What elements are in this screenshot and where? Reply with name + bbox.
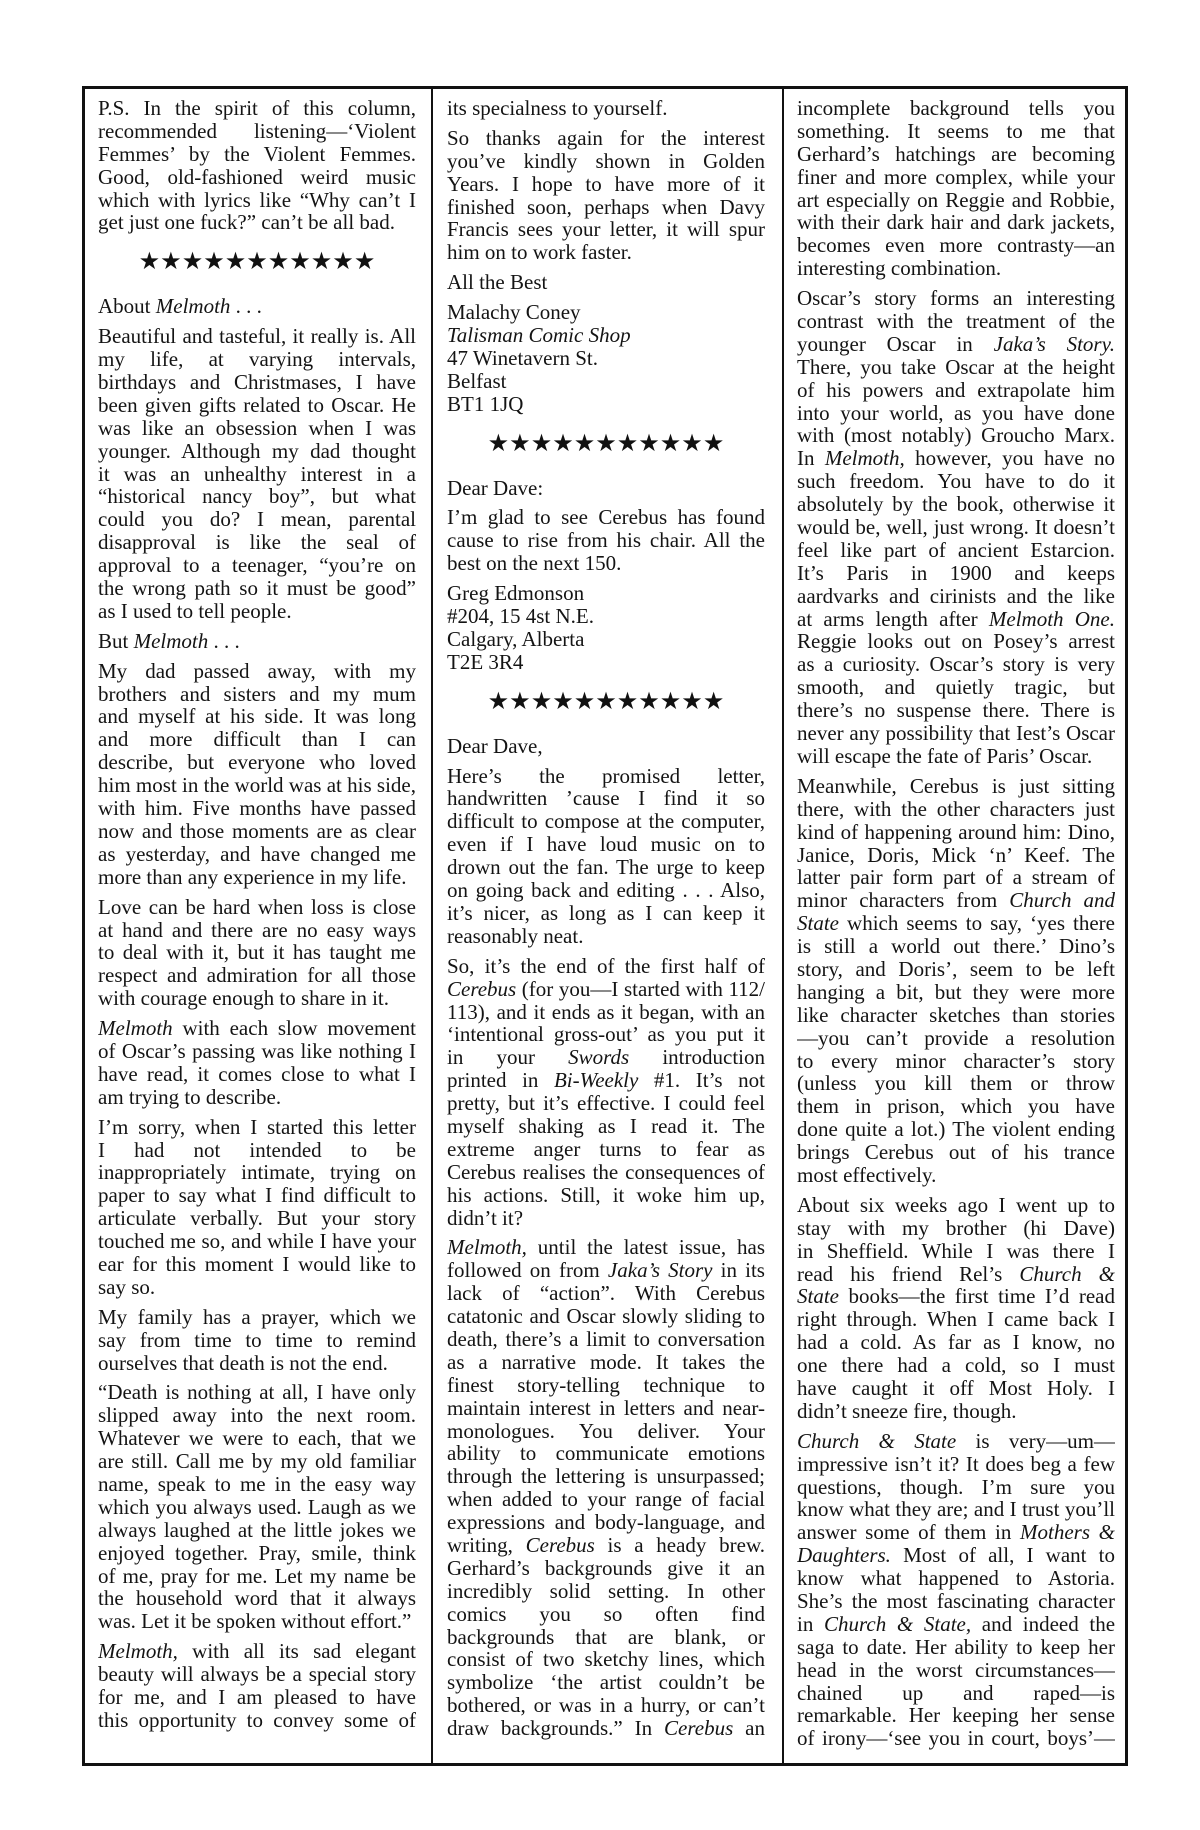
italic-title: Melmoth, bbox=[98, 1639, 178, 1664]
text-line: Love can be hard when loss is close bbox=[98, 894, 416, 919]
text-segment: (for you—I started with 112/ bbox=[516, 976, 765, 1001]
text-segment: in its bbox=[712, 1258, 765, 1283]
text-line: paper to say what I find difficult to bbox=[98, 1183, 416, 1208]
text-line: was. Let it be spoken without effort.” bbox=[98, 1609, 412, 1634]
text-line: maintain interest in letters and near- bbox=[447, 1395, 765, 1420]
text-line: absolutely by the book, otherwise it bbox=[797, 492, 1115, 517]
text-line: as yesterday, and have changed me bbox=[98, 841, 416, 866]
text-line: ability to communicate emotions bbox=[447, 1441, 765, 1466]
text-segment: an bbox=[733, 1716, 765, 1741]
text-line: incredibly solid setting. In other bbox=[447, 1578, 765, 1603]
text-line: touched me so, and while I have your bbox=[98, 1229, 416, 1254]
text-segment: answer some of them in bbox=[797, 1520, 1020, 1545]
text-line: “historical nancy boy”, but what bbox=[98, 484, 416, 509]
text-line: Malachy Coney bbox=[447, 300, 581, 325]
text-line: didn’t sneeze fire, though. bbox=[797, 1398, 1017, 1423]
text-line: inappropriately intimate, trying on bbox=[98, 1160, 416, 1185]
text-segment: draw backgrounds.” In bbox=[447, 1716, 665, 1741]
text-line: latter pair form part of a stream of bbox=[797, 865, 1115, 890]
text-line: it was an unhealthy interest in a bbox=[98, 461, 416, 486]
text-line: Beautiful and tasteful, it really is. All bbox=[98, 324, 416, 349]
text-line: didn’t it? bbox=[447, 1205, 524, 1230]
italic-title: Swords bbox=[568, 1045, 630, 1070]
text-line: So, it’s the end of the first half of bbox=[447, 953, 765, 978]
letter-signature-address bbox=[447, 582, 765, 674]
italic-title: Mothers & bbox=[1020, 1520, 1115, 1545]
text-line: I had not intended to be bbox=[98, 1137, 416, 1162]
text-segment: But bbox=[98, 628, 134, 653]
text-segment: minor characters from bbox=[797, 888, 1010, 913]
text-line: with (most notably) Groucho Marx. bbox=[797, 423, 1115, 448]
text-line: Gerhard’s hatchings are becoming bbox=[797, 141, 1115, 166]
text-line bbox=[797, 1263, 1115, 1286]
text-line: say so. bbox=[98, 1274, 156, 1299]
text-line: aardvarks and cirinists and the like bbox=[797, 583, 1115, 608]
text-line: for me, and I am pleased to have bbox=[98, 1685, 416, 1709]
text-line bbox=[797, 447, 1115, 470]
letter-paragraph bbox=[797, 775, 1115, 1187]
text-line: know what happened to Astoria. bbox=[797, 1566, 1115, 1591]
text-line: on going back and editing . . . Also, bbox=[447, 878, 765, 903]
text-line: Here’s the promised letter, bbox=[447, 763, 765, 788]
text-line: symbolize ‘the artist couldn’t be bbox=[447, 1670, 765, 1695]
text-line: of his powers and extrapolate him bbox=[797, 377, 1115, 402]
text-line bbox=[447, 978, 765, 1001]
italic-title: Jaka’s Story bbox=[607, 1258, 713, 1283]
letter-paragraph bbox=[98, 630, 416, 653]
text-line: are still. Call me by my old familiar bbox=[98, 1449, 416, 1474]
letter-paragraph bbox=[797, 287, 1115, 768]
text-line: describe, but everyone who loved bbox=[98, 750, 416, 775]
text-line bbox=[447, 1534, 765, 1557]
text-line: T2E 3R4 bbox=[447, 649, 524, 674]
text-line bbox=[797, 889, 1115, 912]
italic-title: Bi-Weekly bbox=[553, 1068, 639, 1093]
text-line: like character sketches than stories bbox=[797, 1002, 1115, 1027]
italic-title: Church and bbox=[1009, 888, 1115, 913]
italic-title: State bbox=[797, 1284, 839, 1309]
letter-paragraph bbox=[98, 295, 416, 318]
text-line: feel like part of ancient Estarcion. bbox=[797, 537, 1115, 562]
text-line bbox=[447, 1069, 765, 1092]
text-line: All the Best bbox=[447, 270, 548, 295]
italic-title: Cerebus bbox=[525, 1532, 595, 1557]
text-line: such freedom. You have to do it bbox=[797, 469, 1115, 494]
text-line: younger. Although my dad thought bbox=[98, 438, 416, 463]
text-line: My dad passed away, with my bbox=[98, 658, 416, 683]
text-line: 113), and it ends as it began, with an bbox=[447, 999, 765, 1024]
text-line: now and those moments are as clear bbox=[98, 818, 416, 843]
text-line: There, you take Oscar at the height bbox=[797, 354, 1115, 379]
text-line: more than any experience in my life. bbox=[98, 864, 407, 889]
text-line: of me, pray for me. Let my name be bbox=[98, 1563, 416, 1588]
text-line: with him. Five months have passed bbox=[98, 796, 416, 821]
text-line: and myself at his side. It was long bbox=[98, 704, 416, 729]
text-line: with their dark hair and dark jackets, bbox=[797, 210, 1115, 235]
text-line: hanging a bit, but they were more bbox=[797, 979, 1115, 1004]
text-line: (unless you kill them or throw bbox=[797, 1071, 1115, 1096]
text-line bbox=[797, 1544, 1115, 1567]
text-line: am trying to describe. bbox=[98, 1084, 282, 1109]
text-line: as a narrative mode. It takes the bbox=[447, 1349, 765, 1374]
text-line: head in the worst circumstances— bbox=[797, 1657, 1115, 1682]
text-line: most effectively. bbox=[797, 1162, 937, 1187]
text-line: pretty, but it’s effective. I could feel bbox=[447, 1091, 765, 1116]
text-line: incomplete background tells you bbox=[797, 97, 1115, 120]
text-line bbox=[98, 1640, 416, 1663]
letter-paragraph bbox=[98, 896, 416, 1010]
letter-paragraph bbox=[98, 325, 416, 623]
text-line: one there had a cold, so I must bbox=[797, 1353, 1115, 1378]
text-line bbox=[447, 1046, 765, 1069]
text-line: of irony—‘see you in court, boys’— bbox=[797, 1726, 1115, 1751]
text-segment: in bbox=[797, 1611, 824, 1636]
text-line: its specialness to yourself. bbox=[447, 97, 668, 120]
text-line: you’ve kindly shown in Golden bbox=[447, 148, 765, 173]
text-segment: #1. It’s not bbox=[638, 1068, 765, 1093]
text-line: always laughed at the little jokes we bbox=[98, 1517, 416, 1542]
text-line bbox=[447, 324, 765, 347]
text-line: respect and admiration for all those bbox=[98, 963, 416, 988]
text-line: as I used to tell people. bbox=[98, 598, 292, 623]
text-line: brothers and sisters and my mum bbox=[98, 681, 416, 706]
text-line: Years. I hope to have more of it bbox=[447, 171, 765, 196]
text-line: Reggie looks out on Posey’s arrest bbox=[797, 629, 1115, 654]
text-line: contrast with the treatment of the bbox=[797, 309, 1115, 334]
text-segment: books—the first time I’d read bbox=[839, 1284, 1115, 1309]
text-line: comics you so often find bbox=[447, 1601, 765, 1626]
italic-title: Melmoth, bbox=[447, 1235, 527, 1260]
text-line: say from time to time to remind bbox=[98, 1327, 416, 1352]
text-line: Femmes’ by the Violent Femmes. bbox=[98, 141, 416, 166]
text-line bbox=[797, 333, 1115, 356]
text-line: impressive isn’t it? It does beg a few bbox=[797, 1451, 1115, 1476]
text-line: Gerhard’s backgrounds give it an bbox=[447, 1555, 765, 1580]
text-line: birthdays and Christmases, I have bbox=[98, 370, 416, 395]
text-line bbox=[797, 1613, 1115, 1636]
text-line: never any possibility that Iest’s Oscar bbox=[797, 721, 1115, 746]
text-line: I’m glad to see Cerebus has found bbox=[447, 505, 765, 530]
star-separator: ★★★★★★★★★★★ bbox=[487, 428, 725, 457]
text-line: BT1 1JQ bbox=[447, 391, 524, 416]
text-segment: is a heady brew. bbox=[594, 1532, 765, 1557]
text-line: the wrong path so it must be good” bbox=[98, 576, 416, 601]
text-line bbox=[797, 1430, 1115, 1453]
text-line: when added to your range of facial bbox=[447, 1487, 765, 1512]
text-line: stay with my brother (hi Dave) bbox=[797, 1215, 1115, 1240]
text-line: as a curiosity. Oscar’s story is very bbox=[797, 652, 1115, 677]
column-3 bbox=[797, 97, 1115, 1761]
italic-title: Melmoth bbox=[133, 628, 209, 653]
text-segment: followed on from bbox=[447, 1258, 608, 1283]
text-line: becomes even more contrasty—an bbox=[797, 233, 1115, 258]
text-segment: introduction bbox=[629, 1045, 765, 1070]
text-line: which with lyrics like “Why can’t I bbox=[98, 187, 416, 212]
text-segment: writing, bbox=[447, 1532, 526, 1557]
column-1 bbox=[98, 97, 416, 1761]
text-line: beauty will always be a special story bbox=[98, 1662, 416, 1687]
text-line: there, with the other characters just bbox=[797, 796, 1115, 821]
letter-paragraph bbox=[98, 97, 416, 234]
letter-paragraph bbox=[447, 765, 765, 948]
text-line: his actions. Still, it woke him up, bbox=[447, 1182, 765, 1207]
text-line: name, speak to me in the easy way bbox=[98, 1471, 416, 1496]
text-line: been given gifts related to Oscar. He bbox=[98, 392, 416, 417]
text-line: had a cold. As far as I know, no bbox=[797, 1330, 1115, 1355]
text-line: and more difficult than I can bbox=[98, 727, 416, 752]
letter-paragraph bbox=[447, 955, 765, 1230]
text-line: there’s no suspense there. There is bbox=[797, 698, 1115, 723]
text-line: get just one fuck?” can’t be all bad. bbox=[98, 210, 395, 235]
text-line: to deal with it, but it has taught me bbox=[98, 940, 416, 965]
letter-paragraph bbox=[98, 1116, 416, 1299]
text-segment: however, you have no bbox=[904, 446, 1115, 471]
text-line: have caught it off Most Holy. I bbox=[797, 1375, 1115, 1400]
text-line: monologues. You deliver. Your bbox=[447, 1418, 765, 1443]
text-line bbox=[98, 1017, 416, 1040]
text-line: disapproval is like the seal of bbox=[98, 530, 416, 555]
text-line: cause to rise from his chair. All the bbox=[447, 528, 765, 553]
letter-paragraph bbox=[447, 127, 765, 264]
letter-paragraph bbox=[447, 1236, 765, 1740]
text-segment: in your bbox=[447, 1045, 569, 1070]
italic-title: Melmoth bbox=[155, 294, 231, 319]
text-line bbox=[797, 608, 1115, 631]
text-line: my life, at varying intervals, bbox=[98, 347, 416, 372]
letter-paragraph bbox=[98, 1306, 416, 1375]
text-line: —you can’t provide a resolution bbox=[797, 1025, 1115, 1050]
letter-paragraph bbox=[98, 660, 416, 889]
text-line: myself shaking as I read it. The bbox=[447, 1113, 765, 1138]
text-line: “Death is nothing at all, I have only bbox=[98, 1380, 416, 1405]
text-line: Cerebus realises the consequences of bbox=[447, 1159, 765, 1184]
text-segment: and indeed the bbox=[971, 1611, 1115, 1636]
text-line: interesting combination. bbox=[797, 256, 1002, 281]
text-line: extreme anger turns to fear as bbox=[447, 1136, 765, 1161]
text-line: him on to work faster. bbox=[447, 240, 632, 265]
text-line: best on the next 150. bbox=[447, 551, 622, 576]
text-line: Dear Dave, bbox=[447, 733, 543, 758]
italic-title: Church & State, bbox=[824, 1611, 972, 1636]
text-line: brings Cerebus out of his trance bbox=[797, 1140, 1115, 1165]
text-line: She’s the most fascinating character bbox=[797, 1589, 1115, 1613]
text-line bbox=[98, 295, 416, 318]
text-line: kind of happening around him: Dino, bbox=[797, 819, 1115, 844]
text-line: finer and more complex, while your bbox=[797, 164, 1115, 189]
text-segment: until the latest issue, has bbox=[526, 1235, 765, 1260]
text-line: them in prison, which you have bbox=[797, 1094, 1115, 1119]
text-line: ourselves that death is not the end. bbox=[98, 1350, 388, 1375]
text-line: lack of “action”. With Cerebus bbox=[447, 1281, 765, 1306]
letter-paragraph bbox=[797, 1194, 1115, 1423]
text-line: bothered, or was in a hurry, or can’t bbox=[447, 1693, 765, 1718]
text-line: articulate verbally. But your story bbox=[98, 1206, 416, 1231]
italic-title: Melmoth One. bbox=[988, 606, 1115, 631]
text-line bbox=[797, 912, 1115, 935]
letter-paragraph bbox=[797, 97, 1115, 280]
text-line: Calgary, Alberta bbox=[447, 626, 585, 651]
text-line: death, there’s a limit to conversation bbox=[447, 1326, 765, 1351]
text-segment: read his friend Rel’s bbox=[797, 1261, 1020, 1286]
text-segment: which seems to say, ‘yes there bbox=[839, 911, 1115, 936]
letter-paragraph bbox=[447, 477, 765, 500]
text-line bbox=[797, 1285, 1115, 1308]
text-line: finished soon, perhaps when Davy bbox=[447, 194, 765, 219]
text-line: know what they are; and I trust you’ll bbox=[797, 1497, 1115, 1522]
text-line: slipped away into the next room. bbox=[98, 1403, 416, 1428]
letter-paragraph bbox=[447, 735, 765, 758]
text-segment: with each slow movement bbox=[172, 1016, 416, 1041]
text-line: was like an obsession when I was bbox=[98, 415, 416, 440]
text-line: remarkable. Her keeping her sense bbox=[797, 1703, 1115, 1728]
text-line bbox=[797, 1521, 1115, 1544]
letter-paragraph bbox=[98, 1381, 416, 1633]
text-line: saga to date. Her ability to keep her bbox=[797, 1634, 1115, 1659]
text-line: Meanwhile, Cerebus is just sitting bbox=[797, 773, 1115, 798]
text-line: 47 Winetavern St. bbox=[447, 345, 598, 370]
text-line: P.S. In the spirit of this column, bbox=[98, 97, 416, 120]
text-line: handwritten ’cause I find it so bbox=[447, 786, 765, 811]
text-line: finest story-telling technique to bbox=[447, 1372, 765, 1397]
text-line: It’s Paris in 1900 and keeps bbox=[797, 560, 1115, 585]
text-segment: Most of all, I want to bbox=[890, 1543, 1115, 1568]
text-line: Good, old-fashioned weird music bbox=[98, 164, 416, 189]
text-line: story, and Doris’, seem to be left bbox=[797, 956, 1115, 981]
text-line: difficult to compose at the computer, bbox=[447, 809, 765, 834]
text-line: recommended listening—‘Violent bbox=[98, 118, 416, 143]
text-line: it’s nicer, as long as I can keep it bbox=[447, 900, 765, 925]
text-line: smooth, and quietly tragic, but bbox=[797, 675, 1115, 700]
text-line bbox=[447, 1259, 765, 1282]
text-line bbox=[98, 630, 416, 653]
text-line: My family has a prayer, which we bbox=[98, 1304, 416, 1329]
text-line bbox=[447, 1236, 765, 1259]
text-line: backgrounds that are blank, or bbox=[447, 1624, 765, 1649]
text-line: Belfast bbox=[447, 368, 507, 393]
italic-title: Daughters. bbox=[797, 1543, 891, 1568]
text-line: About six weeks ago I went up to bbox=[797, 1192, 1115, 1217]
text-line: questions, though. I’m sure you bbox=[797, 1474, 1115, 1499]
text-line: Greg Edmonson bbox=[447, 581, 585, 606]
text-line bbox=[447, 1717, 765, 1740]
text-line: of Oscar’s passing was like nothing I bbox=[98, 1038, 416, 1063]
text-line: #204, 15 4st N.E. bbox=[447, 604, 594, 629]
italic-title: Church & State bbox=[797, 1428, 957, 1453]
text-line: done quite a lot.) The violent ending bbox=[797, 1117, 1115, 1142]
text-line: through the lettering is unsurpassed; bbox=[447, 1464, 765, 1489]
text-line: will escape the fate of Paris’ Oscar. bbox=[797, 743, 1093, 768]
text-line: chained up and raped—is bbox=[797, 1680, 1115, 1705]
column-divider bbox=[431, 86, 433, 1766]
text-line: expressions and body-language, and bbox=[447, 1510, 765, 1535]
text-line: could you do? I mean, parental bbox=[98, 507, 416, 532]
text-line: at hand and there are no easy ways bbox=[98, 917, 416, 942]
text-line: approval to a teenager, “you’re on bbox=[98, 553, 416, 578]
text-line: which you always used. Laugh as we bbox=[98, 1494, 416, 1519]
column-2 bbox=[447, 97, 765, 1761]
text-segment: About bbox=[98, 294, 156, 319]
letter-paragraph bbox=[98, 1640, 416, 1732]
letter-paragraph bbox=[447, 97, 765, 120]
column-divider bbox=[782, 86, 784, 1766]
italic-title: Cerebus bbox=[664, 1716, 734, 1741]
text-line: Whatever we were to each, that we bbox=[98, 1426, 416, 1451]
italic-title: State bbox=[797, 911, 839, 936]
text-line: Janice, Doris, Mick ‘n’ Keef. The bbox=[797, 842, 1115, 867]
star-separator: ★★★★★★★★★★★ bbox=[138, 247, 376, 276]
text-line: Dear Dave: bbox=[447, 475, 544, 500]
italic-title: Melmoth bbox=[98, 1016, 173, 1041]
text-line: So thanks again for the interest bbox=[447, 125, 765, 150]
text-line: ‘intentional gross-out’ as you put it bbox=[447, 1022, 765, 1047]
text-line: Oscar’s story forms an interesting bbox=[797, 286, 1115, 311]
text-line: I’m sorry, when I started this letter bbox=[98, 1114, 416, 1139]
text-line: is still a world out there.’ Dino’s bbox=[797, 934, 1115, 959]
text-line: ear for this moment I would like to bbox=[98, 1251, 416, 1276]
text-line: catatonic and Oscar slowly sliding to bbox=[447, 1304, 765, 1329]
text-line: would be, well, just wrong. It doesn’t bbox=[797, 515, 1115, 540]
text-segment: printed in bbox=[447, 1068, 554, 1093]
text-line: him most in the world was at his side, bbox=[98, 773, 416, 798]
text-line: enjoyed together. Pray, smile, think bbox=[98, 1540, 416, 1565]
italic-title: Church & bbox=[1019, 1261, 1115, 1286]
text-line: even if I have loud music on to bbox=[447, 832, 765, 857]
text-line: to every minor character’s story bbox=[797, 1048, 1115, 1073]
text-line: in Sheffield. While I was there I bbox=[797, 1238, 1115, 1263]
text-line: consist of two sketchy lines, which bbox=[447, 1647, 765, 1672]
italic-title: Jaka’s Story. bbox=[993, 331, 1115, 356]
text-line: the household word that it always bbox=[98, 1586, 416, 1611]
text-line: reasonably neat. bbox=[447, 923, 584, 948]
text-segment: at arms length after bbox=[797, 606, 989, 631]
text-segment: with all its sad elegant bbox=[177, 1639, 416, 1664]
text-line: with courage enough to share in it. bbox=[98, 986, 390, 1011]
star-separator: ★★★★★★★★★★★ bbox=[487, 686, 725, 715]
italic-title: Melmoth, bbox=[824, 446, 905, 471]
italic-title: Cerebus bbox=[447, 976, 517, 1001]
text-line: this opportunity to convey some of bbox=[98, 1707, 416, 1732]
text-line: Francis sees your letter, it will spur bbox=[447, 217, 765, 242]
text-line: right through. When I came back I bbox=[797, 1307, 1115, 1332]
text-line: into your world, as you have done bbox=[797, 400, 1115, 425]
text-segment: . . . bbox=[230, 294, 262, 319]
text-segment: . . . bbox=[208, 628, 240, 653]
text-segment: younger Oscar in bbox=[797, 331, 994, 356]
letter-paragraph bbox=[447, 506, 765, 575]
text-line: drown out the fan. The urge to keep bbox=[447, 855, 765, 880]
letter-paragraph bbox=[98, 1017, 416, 1109]
text-line: art especially on Reggie and Robbie, bbox=[797, 187, 1115, 212]
text-segment: In bbox=[797, 446, 825, 471]
letter-paragraph bbox=[447, 271, 765, 294]
letter-paragraph bbox=[797, 1430, 1115, 1750]
text-line: have read, it comes close to what I bbox=[98, 1061, 416, 1086]
letter-signature-address bbox=[447, 301, 765, 415]
italic-title: Talisman Comic Shop bbox=[447, 323, 631, 348]
text-segment: is very—um— bbox=[956, 1428, 1115, 1453]
text-line: something. It seems to me that bbox=[797, 118, 1115, 143]
